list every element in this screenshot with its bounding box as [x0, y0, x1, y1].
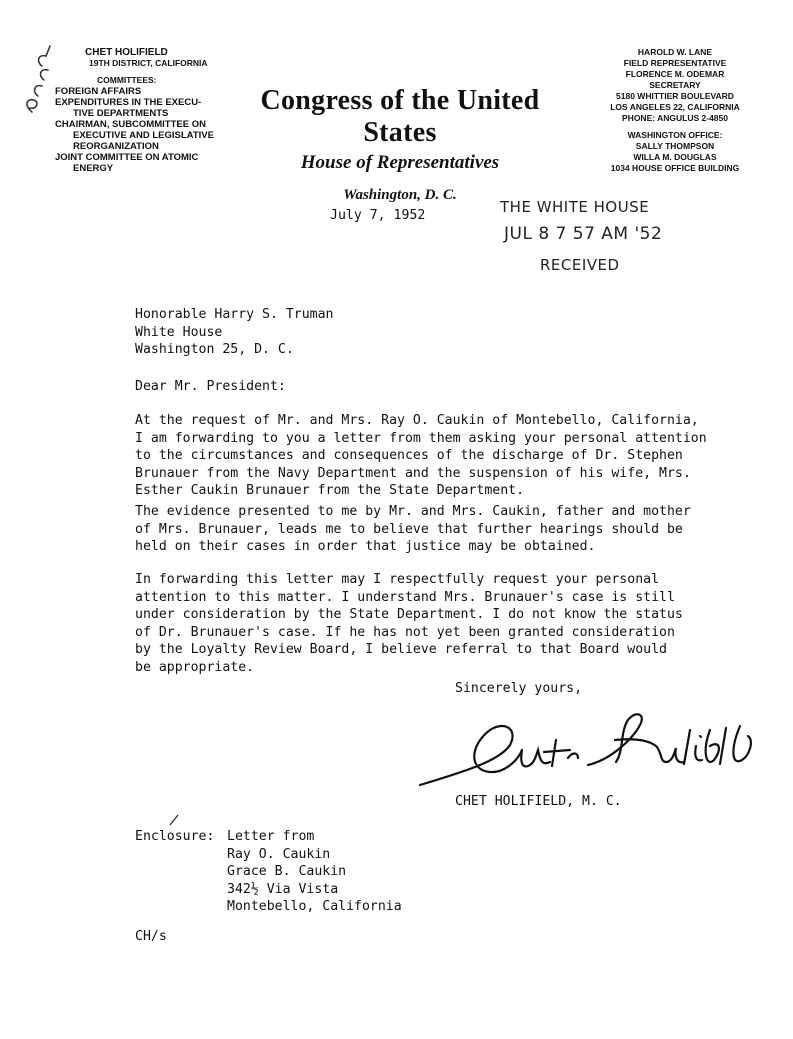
stamp-line-1: THE WHITE HOUSE [500, 198, 650, 216]
closing: Sincerely yours, [455, 681, 583, 696]
office-line: 1034 HOUSE OFFICE BUILDING [610, 163, 740, 173]
office-line: SALLY THOMPSON [635, 141, 715, 151]
addressee-line: White House [135, 324, 223, 340]
house-title: House of Representatives [300, 152, 500, 173]
enclosure-list [227, 828, 402, 916]
stamp-line-3: RECEIVED [540, 256, 620, 274]
paragraph-line: be appropriate. [135, 659, 255, 675]
paragraph-line: At the request of Mr. and Mrs. Ray O. Caukin of Montebello, California, [135, 413, 699, 428]
committee-item: FOREIGN AFFAIRS [55, 86, 142, 97]
paragraph-line: of Mrs. Brunauer, leads me to believe that further hearings should be [135, 521, 683, 537]
signer-name: CHET HOLIFIELD, M. C. [455, 794, 622, 809]
paragraph-line: The evidence presented to me by Mr. and Mrs. Caukin, father and mother [135, 504, 691, 519]
office-line: WILLA M. DOUGLAS [633, 152, 717, 162]
committees-label: COMMITTEES: [97, 75, 157, 85]
paragraph-2 [135, 503, 691, 556]
enclosure-line: Ray O. Caukin [227, 846, 331, 862]
office-line: LOS ANGELES 22, CALIFORNIA [610, 102, 740, 112]
committee-item: REORGANIZATION [73, 141, 159, 152]
stamp-line-2: JUL 8 7 57 AM '52 [504, 224, 663, 244]
signature [410, 700, 770, 799]
addressee-line: Washington 25, D. C. [135, 342, 294, 357]
enclosure-label: Enclosure: [135, 829, 215, 844]
office-line: HAROLD W. LANE [637, 47, 713, 57]
paragraph-line: Brunauer from the Navy Department and the suspension of his wife, Mrs. [135, 465, 691, 481]
paragraph-line: attention to this matter. I understand Mrs. Brunauer's case is still [135, 589, 675, 605]
paragraph-line: of Dr. Brunauer's case. If he has not yet been granted consideration [135, 624, 675, 640]
paragraph-line: I am forwarding to you a letter from them asking your personal attention [135, 430, 707, 446]
salutation: Dear Mr. President: [135, 379, 286, 394]
representative-name: CHET HOLIFIELD [85, 47, 168, 58]
paragraph-line: to the circumstances and consequences of the discharge of Dr. Stephen [135, 448, 683, 463]
addressee-block [135, 306, 334, 359]
committee-item: JOINT COMMITTEE ON ATOMIC [55, 152, 199, 163]
enclosure-line: Grace B. Caukin [227, 864, 347, 879]
washington-office-info [600, 130, 750, 174]
letterhead-right [600, 47, 750, 174]
paragraph-line: Esther Caukin Brunauer from the State Department. [135, 483, 525, 498]
addressee-line: Honorable Harry S. Truman [135, 307, 334, 322]
paragraph-line: under consideration by the State Department. I do not know the status [135, 607, 683, 622]
paragraph-1 [135, 412, 707, 500]
received-stamp [500, 198, 680, 274]
committee-item: EXPENDITURES IN THE EXECU- [55, 97, 202, 108]
committee-item: CHAIRMAN, SUBCOMMITTEE ON [55, 119, 206, 130]
enclosure-line: 342½ Via Vista [227, 881, 339, 897]
field-office-info [600, 47, 750, 124]
paragraph-line: by the Loyalty Review Board, I believe referral to that Board would [135, 642, 667, 657]
office-line: PHONE: ANGULUS 2-4850 [622, 113, 728, 123]
enclosure-line: Montebello, California [227, 899, 402, 914]
representative-district: 19TH DISTRICT, CALIFORNIA [89, 58, 208, 68]
enclosure-line: Letter from [227, 829, 315, 844]
paragraph-line: held on their cases in order that justice may be obtained. [135, 539, 596, 554]
location-title: Washington, D. C. [343, 187, 457, 203]
office-line: 5180 WHITTIER BOULEVARD [616, 91, 734, 101]
letterhead-left [55, 47, 245, 174]
congress-title: Congress of the United States [260, 85, 540, 148]
committee-item: EXECUTIVE AND LEGISLATIVE [73, 130, 214, 141]
letterhead-center [235, 85, 565, 207]
paragraph-line: In forwarding this letter may I respectfully request your personal [135, 572, 660, 587]
committee-item: TIVE DEPARTMENTS [73, 108, 169, 119]
office-line: WASHINGTON OFFICE: [627, 130, 723, 140]
office-line: FLORENCE M. ODEMAR [625, 69, 725, 79]
committees-list [55, 86, 245, 174]
letter-date: July 7, 1952 [330, 208, 426, 223]
paragraph-3 [135, 571, 683, 676]
committee-item: ENERGY [73, 163, 114, 174]
office-line: SECRETARY [649, 80, 701, 90]
typist-initials: CH/s [135, 929, 167, 944]
office-line: FIELD REPRESENTATIVE [623, 58, 727, 68]
